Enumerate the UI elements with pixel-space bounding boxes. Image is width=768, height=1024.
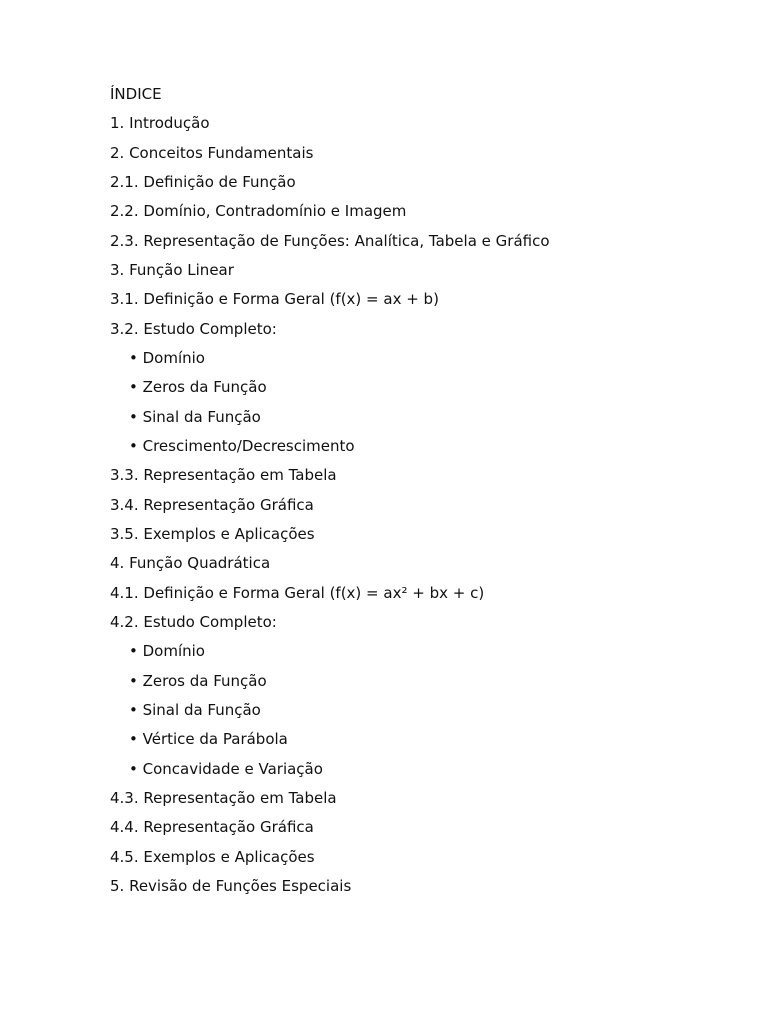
- toc-entry: 3.4. Representação Gráfica: [110, 495, 314, 514]
- toc-subitem: • Zeros da Função: [129, 378, 267, 397]
- toc-subitem: • Vértice da Parábola: [129, 730, 288, 749]
- toc-entry: 2.3. Representação de Funções: Analítica, Tabela e Gráfico: [110, 231, 550, 250]
- toc-subitem: • Crescimento/Decrescimento: [129, 436, 355, 455]
- toc-entry: 3.5. Exemplos e Aplicações: [110, 524, 315, 543]
- toc-title: ÍNDICE: [110, 85, 162, 103]
- toc-list: [110, 113, 730, 896]
- toc-subitem: • Zeros da Função: [129, 671, 267, 690]
- toc-entry: 3.3. Representação em Tabela: [110, 466, 337, 485]
- toc-entry: 3.2. Estudo Completo:: [110, 319, 277, 338]
- toc-entry: 5. Revisão de Funções Especiais: [110, 876, 352, 895]
- toc-entry: 1. Introdução: [110, 114, 210, 133]
- toc-subitem: • Domínio: [129, 348, 205, 367]
- toc-entry: 2.1. Definição de Função: [110, 172, 296, 191]
- toc-entry: 4.3. Representação em Tabela: [110, 788, 337, 807]
- toc-entry: 2.2. Domínio, Contradomínio e Imagem: [110, 202, 407, 221]
- toc-entry: 2. Conceitos Fundamentais: [110, 143, 314, 162]
- toc-subitem: • Concavidade e Variação: [129, 759, 323, 778]
- toc-subitem: • Sinal da Função: [129, 700, 261, 719]
- toc-entry: 3. Função Linear: [110, 260, 234, 279]
- toc-entry: 3.1. Definição e Forma Geral (f(x) = ax + b): [110, 290, 439, 309]
- toc-entry: 4.1. Definição e Forma Geral (f(x) = ax² + bx + c): [110, 583, 485, 602]
- toc-subitem: • Sinal da Função: [129, 407, 261, 426]
- toc-subitem: • Domínio: [129, 642, 205, 661]
- toc-entry: 4.4. Representação Gráfica: [110, 818, 314, 837]
- document-page: [110, 84, 730, 905]
- toc-entry: 4.5. Exemplos e Aplicações: [110, 847, 315, 866]
- toc-entry: 4. Função Quadrática: [110, 554, 271, 573]
- toc-entry: 4.2. Estudo Completo:: [110, 612, 277, 631]
